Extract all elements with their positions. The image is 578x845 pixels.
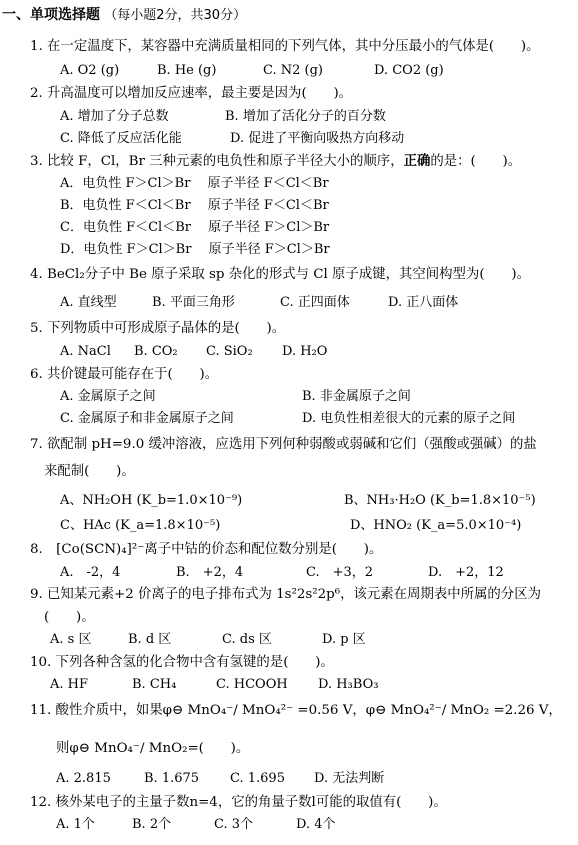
question-stem-emphasis: 正确 (403, 153, 431, 169)
option-c: C. ds 区 (222, 632, 272, 647)
option-c: C. SiO₂ (206, 344, 253, 359)
option-b: B. CH₄ (132, 677, 177, 692)
option-a: A. 增加了分子总数 (60, 109, 169, 124)
option-c: C. N2 (g) (263, 63, 323, 78)
option-b: B. 平面三角形 (152, 295, 235, 310)
question-stem-post: 的是：( )。 (430, 154, 522, 169)
option-d: D. p 区 (322, 632, 366, 647)
option-c: C、HAc (K_a=1.8×10⁻⁵) (60, 518, 221, 533)
option-d: D. 无法判断 (314, 771, 385, 786)
option-d: D. CO2 (g) (374, 63, 444, 78)
option-d: D. +2，12 (428, 565, 504, 580)
option-d: D. H₃BO₃ (318, 677, 379, 692)
question-stem: 6. 共价键最可能存在于( )。 (30, 367, 219, 382)
option-d: D. 促进了平衡向吸热方向移动 (230, 131, 405, 146)
question-stem: 10. 下列各种含氢的化合物中含有氢键的是( )。 (30, 655, 334, 670)
option-c: C. 降低了反应活化能 (60, 131, 182, 146)
question-stem: 7. 欲配制 pH=9.0 缓冲溶液，应选用下列何种弱酸或弱碱和它们（强酸或强碱）的盐 (30, 437, 537, 452)
option-c: C. 正四面体 (280, 295, 350, 310)
option-c: C. 金属原子和非金属原子之间 (60, 411, 234, 426)
option-a: A. 2.815 (56, 771, 111, 786)
option-c: C. 3个 (214, 817, 254, 832)
question-stem: 4. BeCl₂分子中 Be 原子采取 sp 杂化的形式与 Cl 原子成键，其空间构型为( )。 (30, 267, 530, 282)
question-stem: 1. 在一定温度下，某容器中充满质量相同的下列气体，其中分压最小的气体是( )。 (30, 39, 540, 54)
option-a: A. s 区 (50, 632, 92, 647)
option-a: A. 金属原子之间 (60, 389, 156, 404)
option-a: A. NaCl (60, 344, 111, 359)
option-c: C．电负性 F＜Cl＜Br 原子半径 F＞Cl＞Br (60, 220, 330, 235)
option-b: B. He (g) (157, 63, 217, 78)
option-d: D、HNO₂ (K_a=5.0×10⁻⁴) (350, 518, 522, 533)
option-a: A. O2 (g) (60, 63, 120, 78)
section-title: 一、单项选择题 (2, 7, 100, 23)
option-b: B、NH₃·H₂O (K_b=1.8×10⁻⁵) (344, 493, 536, 508)
question-stem-pre: 3. 比较 F，Cl，Br 三种元素的电负性和原子半径大小的顺序， (30, 154, 404, 169)
option-c: C. HCOOH (216, 677, 288, 692)
option-c: C. 1.695 (230, 771, 285, 786)
option-a: A. 1个 (56, 817, 95, 832)
option-b: B. d 区 (128, 632, 172, 647)
option-b: B. 增加了活化分子的百分数 (225, 109, 386, 124)
option-d: D．电负性 F＞Cl＞Br 原子半径 F＞Cl＞Br (60, 242, 330, 257)
option-b: B. 2个 (132, 817, 172, 832)
question-stem: 11. 酸性介质中，如果φ⊖ MnO₄⁻/ MnO₄²⁻ =0.56 V，φ⊖ MnO₄²⁻/ MnO₂ =2.26 V， (30, 703, 562, 718)
option-b: B. 1.675 (144, 771, 200, 786)
option-d: D. 正八面体 (388, 295, 459, 310)
question-stem: 12. 核外某电子的主量子数n=4，它的角量子数l可能的取值有( )。 (30, 795, 447, 810)
question-stem: 8. [Co(SCN)₄]²⁻离子中钴的价态和配位数分别是( )。 (30, 542, 383, 557)
option-a: A. HF (50, 677, 89, 692)
option-a: A、NH₂OH (K_b=1.0×10⁻⁹) (60, 493, 243, 508)
option-b: B. +2，4 (176, 565, 244, 580)
option-a: A．电负性 F＞Cl＞Br 原子半径 F＜Cl＜Br (60, 176, 329, 191)
option-c: C. +3，2 (306, 565, 374, 580)
section-header (2, 6, 246, 25)
option-d: D. 电负性相差很大的元素的原子之间 (302, 411, 516, 426)
question-stem: 2. 升高温度可以增加反应速率，最主要是因为( )。 (30, 86, 353, 101)
question-stem: 5. 下列物质中可形成原子晶体的是( )。 (30, 321, 286, 336)
question-stem (30, 152, 521, 171)
section-note: （每小题2分，共30分） (104, 8, 247, 23)
question-stem-continued: 则φ⊖ MnO₄⁻/ MnO₂=( )。 (56, 741, 250, 756)
question-stem-continued: ( )。 (44, 610, 95, 625)
option-b: B．电负性 F＜Cl＜Br 原子半径 F＜Cl＜Br (60, 198, 329, 213)
option-d: D. H₂O (282, 344, 328, 359)
option-d: D. 4个 (296, 817, 336, 832)
option-a: A. 直线型 (60, 295, 117, 310)
option-b: B. 非金属原子之间 (302, 389, 411, 404)
question-stem: 9. 已知某元素+2 价离子的电子排布式为 1s²2s²2p⁶，该元素在周期表中所属的分区为 (30, 587, 541, 602)
option-a: A. -2，4 (60, 565, 121, 580)
question-stem-continued: 来配制( )。 (44, 464, 135, 479)
option-b: B. CO₂ (134, 344, 178, 359)
